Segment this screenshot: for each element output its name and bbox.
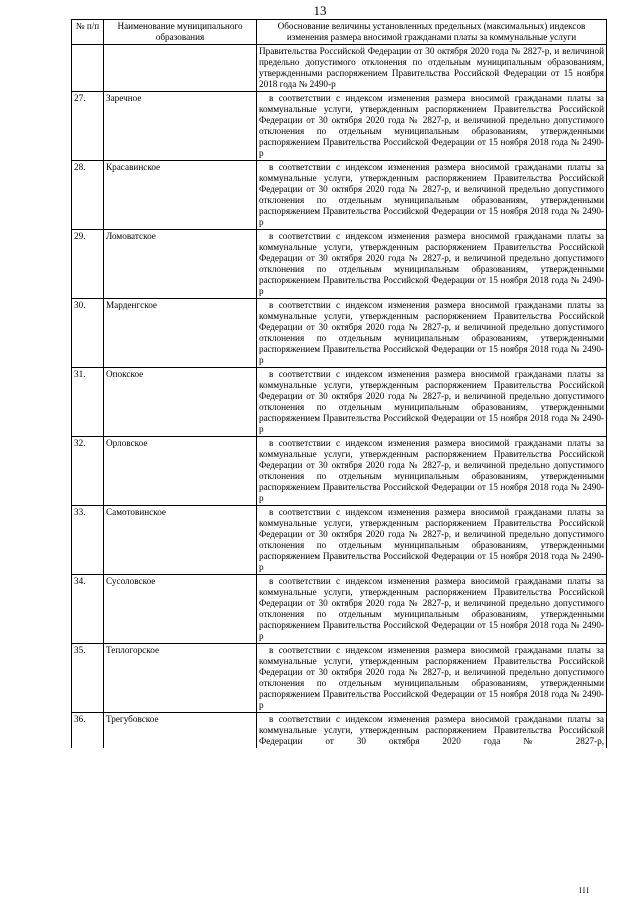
row-name: Самотовинское bbox=[104, 506, 257, 575]
row-num: 29. bbox=[72, 230, 104, 299]
header-name: Наименование муниципального образования bbox=[104, 20, 257, 45]
table-row bbox=[72, 575, 607, 644]
row-basis: в соответствии с индексом изменения размера вносимой гражданами платы за коммунальные услуги, утвержденным распоряжением Правительства Российской Федерации от 30 октября 2020 года № 2827-р, и величиной предельно допустимого отклонения по отдельным муниципальным образованиям, утвержденными распоряжением Правительства Российской Федерации от 15 ноября 2018 года № 2490-р bbox=[257, 161, 607, 230]
row-num: 34. bbox=[72, 575, 104, 644]
row-num: 30. bbox=[72, 299, 104, 368]
row-num: 28. bbox=[72, 161, 104, 230]
table-row bbox=[72, 92, 607, 161]
row-basis: в соответствии с индексом изменения размера вносимой гражданами платы за коммунальные услуги, утвержденным распоряжением Правительства Российской Федерации от 30 октября 2020 года № 2827-р, и величиной предельно допустимого отклонения по отдельным муниципальным образованиям, утвержденными распоряжением Правительства Российской Федерации от 15 ноября 2018 года № 2490-р bbox=[257, 368, 607, 437]
table-row bbox=[72, 230, 607, 299]
row-name: Трегубовское bbox=[104, 713, 257, 749]
row-num: 36. bbox=[72, 713, 104, 749]
row-basis: в соответствии с индексом изменения размера вносимой гражданами платы за коммунальные услуги, утвержденным распоряжением Правительства Российской Федерации от 30 октября 2020 года № 2827-р, и величиной предельно допустимого отклонения по отдельным муниципальным образованиям, утвержденными распоряжением Правительства Российской Федерации от 15 ноября 2018 года № 2490-р bbox=[257, 575, 607, 644]
row-basis: в соответствии с индексом изменения размера вносимой гражданами платы за коммунальные услуги, утвержденным распоряжением Правительства Российской Федерации от 30 октября 2020 года № 2827-р, и величиной предельно допустимого отклонения по отдельным муниципальным образованиям, утвержденными распоряжением Правительства Российской Федерации от 15 ноября 2018 года № 2490-р bbox=[257, 437, 607, 506]
row-num bbox=[72, 45, 104, 92]
row-num: 31. bbox=[72, 368, 104, 437]
row-name: Теплогорское bbox=[104, 644, 257, 713]
table-header-row bbox=[72, 20, 607, 45]
row-name: Ломоватское bbox=[104, 230, 257, 299]
row-basis: Правительства Российской Федерации от 30 октября 2020 года № 2827-р, и величиной предельно допустимого отклонения по отдельным муниципальным образованиям, утвержденными распоряжением Правительства Российской Федерации от 15 ноября 2018 года № 2490-р bbox=[257, 45, 607, 92]
table-row-continuation bbox=[72, 45, 607, 92]
row-name bbox=[104, 45, 257, 92]
row-num: 35. bbox=[72, 644, 104, 713]
table-row bbox=[72, 713, 607, 749]
table-row bbox=[72, 644, 607, 713]
table-row bbox=[72, 437, 607, 506]
row-basis: в соответствии с индексом изменения размера вносимой гражданами платы за коммунальные услуги, утвержденным распоряжением Правительства Российской Федерации от 30 октября 2020 года № 2827-р, и величиной предельно допустимого отклонения по отдельным муниципальным образованиям, утвержденными распоряжением Правительства Российской Федерации от 15 ноября 2018 года № 2490-р bbox=[257, 506, 607, 575]
row-basis: в соответствии с индексом изменения размера вносимой гражданами платы за коммунальные услуги, утвержденным распоряжением Правительства Российской Федерации от 30 октября 2020 года № 2827-р, и величиной предельно допустимого отклонения по отдельным муниципальным образованиям, утвержденными распоряжением Правительства Российской Федерации от 15 ноября 2018 года № 2490-р bbox=[257, 644, 607, 713]
table-row bbox=[72, 161, 607, 230]
footer-mark: ІІІ bbox=[579, 886, 590, 895]
row-name: Заречное bbox=[104, 92, 257, 161]
row-name: Сусоловское bbox=[104, 575, 257, 644]
page-number: 13 bbox=[313, 3, 327, 18]
table-row bbox=[72, 299, 607, 368]
indices-table bbox=[71, 19, 607, 748]
row-name: Орловское bbox=[104, 437, 257, 506]
header-num: № п/п bbox=[72, 20, 104, 45]
row-basis: в соответствии с индексом изменения размера вносимой гражданами платы за коммунальные услуги, утвержденным распоряжением Правительства Российской Федерации от 30 октября 2020 года № 2827-р, и величиной предельно допустимого отклонения по отдельным муниципальным образованиям, утвержденными распоряжением Правительства Российской Федерации от 15 ноября 2018 года № 2490-р bbox=[257, 299, 607, 368]
row-basis: в соответствии с индексом изменения размера вносимой гражданами платы за коммунальные услуги, утвержденным распоряжением Правительства Российской Федерации от 30 октября 2020 года № 2827-р, и величиной предельно допустимого отклонения по отдельным муниципальным образованиям, утвержденными распоряжением Правительства Российской Федерации от 15 ноября 2018 года № 2490-р bbox=[257, 92, 607, 161]
row-name: Опокское bbox=[104, 368, 257, 437]
row-name: Красавинское bbox=[104, 161, 257, 230]
row-num: 32. bbox=[72, 437, 104, 506]
header-basis: Обоснование величины установленных предельных (максимальных) индексов изменения размера вносимой гражданами платы за коммунальные услуги bbox=[257, 20, 607, 45]
row-name: Марденгское bbox=[104, 299, 257, 368]
table-row bbox=[72, 368, 607, 437]
row-num: 27. bbox=[72, 92, 104, 161]
row-basis: в соответствии с индексом изменения размера вносимой гражданами платы за коммунальные услуги, утвержденным распоряжением Правительства Российской Федерации от 30 октября 2020 года № 2827-р, и величиной предельно допустимого отклонения по отдельным муниципальным образованиям, утвержденными распоряжением Правительства Российской Федерации от 15 ноября 2018 года № 2490-р bbox=[257, 230, 607, 299]
table-body bbox=[72, 45, 607, 749]
row-num: 33. bbox=[72, 506, 104, 575]
table-row bbox=[72, 506, 607, 575]
row-basis: в соответствии с индексом изменения размера вносимой гражданами платы за коммунальные услуги, утвержденным распоряжением Правительства Российской Федерации от 30 октября 2020 года № 2827-р, bbox=[257, 713, 607, 749]
